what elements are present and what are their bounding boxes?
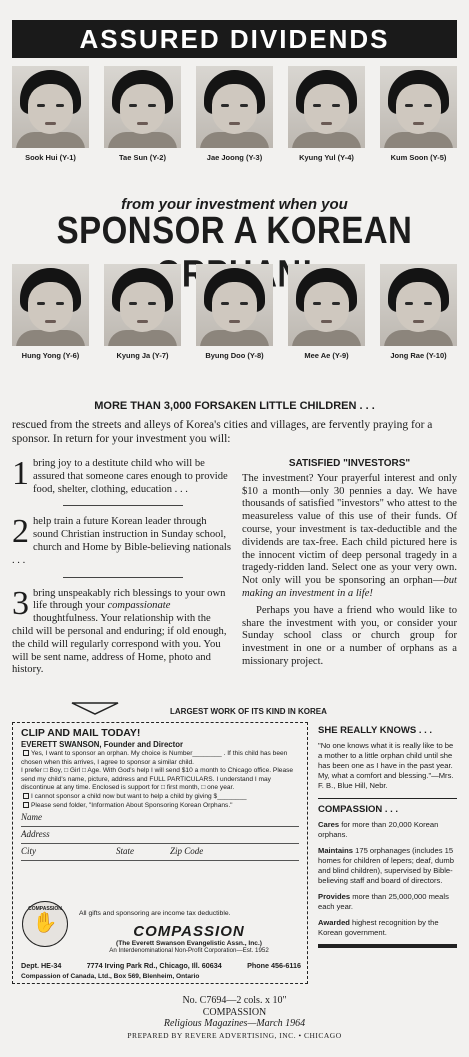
- child-card: [196, 264, 273, 360]
- brand-block: [75, 923, 303, 954]
- benefit-emphasis: compassionate: [107, 600, 171, 612]
- child-caption: Kum Soon (Y-5): [390, 153, 447, 162]
- child-card: [12, 66, 89, 162]
- child-photo: [12, 66, 89, 148]
- benefit-text: bring joy to a destitute child who will be assured that someone cares enough to provide food, shelter, clothing, education . . .: [33, 458, 228, 495]
- child-photo: [288, 264, 365, 346]
- ad-number: No. C7694—2 cols. x 10": [182, 995, 287, 1006]
- investors-emphasis: but making an investment in a life!: [242, 575, 457, 599]
- investors-heading: SATISFIED "INVESTORS": [288, 458, 411, 469]
- divider: [63, 577, 183, 578]
- child-caption: Kyung Yul (Y-4): [299, 153, 354, 162]
- benefit-number: 3: [12, 584, 29, 622]
- intro-text: rescued from the streets and alleys of Korea's cities and villages, are fervently praying for a sponsor. In return for your investment you will:: [12, 419, 433, 445]
- option-sponsor[interactable]: [21, 750, 299, 767]
- name-field[interactable]: Name: [21, 813, 299, 827]
- benefit-number: 2: [12, 513, 29, 551]
- child-caption: Tae Sun (Y-2): [119, 153, 166, 162]
- fact-text: for more than 20,000 Korean orphans.: [318, 820, 439, 839]
- benefit-text: thoughtfulness. Your relationship with the child will be personal and enduring; if old enough, the child will regularly correspond with you. You will be sent name, address of Home, photo and history.: [12, 613, 227, 676]
- child-card: [196, 66, 273, 162]
- benefit-text: bring unspeakably rich blessings to your own life through your: [33, 587, 226, 612]
- option-text: Please send folder, "Information About Sponsoring Korean Orphans.": [31, 801, 233, 809]
- benefits-column: [12, 455, 234, 677]
- dept-code: Dept. HE-34: [21, 961, 62, 970]
- fact-text: highest recognition by the Korean government.: [318, 918, 439, 937]
- investors-text: The investment? Your prayerful interest and only $10 a month—only 30 pennies a day. We have thousands of satisfied "investors" who attest to the measureless value of this use of their funds. Of course, your investment is tax-deductible and the dividends are tax-free. Each child pictured here is the innocent victim of deep personal tragedy in a tragedy-ridden land. Select one as your very own. Not only will you be sponsoring an orphan—: [242, 472, 457, 587]
- investors-paragraph: [242, 473, 457, 601]
- child-caption: Jae Joong (Y-3): [206, 153, 263, 162]
- option-folder[interactable]: [21, 802, 299, 811]
- fact-key: Maintains: [318, 846, 354, 855]
- fact-text: 175 orphanages (includes 15 homes for children of lepers; deaf, dumb and blind children), supervised by Bible-believing staff and board of directors.: [318, 846, 454, 885]
- divider: [318, 798, 457, 799]
- child-photo: [12, 264, 89, 346]
- state-label: State: [116, 846, 134, 857]
- option-text: I cannot sponsor a child now but want to help a child by giving $________: [31, 792, 247, 800]
- address-field[interactable]: Address: [21, 830, 299, 844]
- child-caption: Mee Ae (Y-9): [304, 351, 349, 360]
- divider: [318, 944, 457, 948]
- child-card: [104, 66, 181, 162]
- sidebar: [318, 726, 457, 948]
- child-photo: [288, 66, 365, 148]
- child-photo: [104, 264, 181, 346]
- child-photo: [380, 264, 457, 346]
- child-caption: Kyung Ja (Y-7): [116, 351, 169, 360]
- founder-line: EVERETT SWANSON, Founder and Director: [21, 740, 184, 749]
- mail-coupon[interactable]: [12, 722, 308, 984]
- divider: [63, 505, 183, 506]
- investors-paragraph-2: Perhaps you have a friend who would like to share the investment with you, or consider your Sunday school class or church group for investment in one or a number of orphans as a missionary project.: [242, 604, 457, 667]
- zip-label: Zip Code: [170, 846, 204, 857]
- photo-row-bottom: [12, 264, 457, 360]
- benefit-item: [12, 455, 234, 496]
- compassion-logo: [22, 901, 68, 947]
- fact-maintains: [318, 846, 457, 886]
- brand-name: COMPASSION: [133, 923, 245, 940]
- city-state-zip-field[interactable]: [21, 847, 299, 861]
- child-photo: [196, 264, 273, 346]
- child-card: [380, 264, 457, 360]
- benefit-text: help train a future Korean leader through sound Christian instruction in Sunday school, church and Home by Bible-believing nationals . . .: [12, 516, 231, 566]
- city-label: City: [21, 846, 36, 857]
- compassion-heading: COMPASSION . . .: [318, 804, 399, 815]
- logo-text: COMPASSION: [28, 906, 62, 912]
- coupon-title: CLIP AND MAIL TODAY!: [21, 727, 141, 739]
- option-give[interactable]: [21, 793, 299, 802]
- fact-key: Cares: [318, 820, 340, 829]
- option-prefer[interactable]: [21, 767, 299, 793]
- headline: SPONSOR A KOREAN: [56, 208, 413, 251]
- child-card: [288, 264, 365, 360]
- fact-cares: [318, 820, 457, 840]
- agency: PREPARED BY REVERE ADVERTISING, INC. • CHICAGO: [127, 1030, 342, 1040]
- tagline: from your investment when you: [121, 196, 348, 213]
- canada-address: Compassion of Canada, Ltd., Box 569, Blenheim, Ontario: [21, 973, 200, 980]
- photo-row-top: [12, 66, 457, 162]
- option-text: I prefer □ Boy, □ Girl □ Age. With God's help I will send $10 a month to Chicago office. Please send my child's name, picture, address and FULL PARTICULARS. I understand I may discontinue at any time. Enclosed is support for □ first month, □ one year.: [21, 767, 294, 792]
- child-caption: Byung Doo (Y-8): [205, 351, 264, 360]
- benefit-number: 1: [12, 455, 29, 492]
- child-caption: Jong Rae (Y-10): [390, 351, 447, 360]
- child-photo: [380, 66, 457, 148]
- fact-key: Awarded: [318, 918, 350, 927]
- arrow-icon: [70, 700, 120, 716]
- benefit-item: [12, 584, 234, 678]
- child-caption: Hung Yong (Y-6): [21, 351, 80, 360]
- largest-work-label: LARGEST WORK OF ITS KIND IN KOREA: [170, 707, 327, 716]
- advertiser: COMPASSION: [202, 1006, 267, 1018]
- child-photo: [196, 66, 273, 148]
- footer: [0, 995, 469, 1041]
- praying-hands-icon: ✋: [32, 912, 58, 934]
- child-card: [104, 264, 181, 360]
- brand-incorporation: An Interdenominational Non-Profit Corporation—Est. 1952: [109, 947, 269, 954]
- child-card: [288, 66, 365, 162]
- child-photo: [104, 66, 181, 148]
- mail-address: 7774 Irving Park Rd., Chicago, Ill. 60634: [86, 961, 222, 970]
- subheading: MORE THAN 3,000 FORSAKEN LITTLE CHILDREN . . .: [94, 400, 375, 412]
- fact-provides: [318, 892, 457, 912]
- child-card: [380, 66, 457, 162]
- testimonial-heading: SHE REALLY KNOWS . . .: [318, 725, 433, 736]
- tax-note: All gifts and sponsoring are income tax deductible.: [79, 910, 231, 917]
- investors-column: [242, 458, 457, 669]
- dept-line: [21, 961, 301, 970]
- checkbox[interactable]: [23, 802, 29, 808]
- fact-key: Provides: [318, 892, 351, 901]
- child-caption: Sook Hui (Y-1): [25, 153, 76, 162]
- checkbox[interactable]: [23, 750, 29, 756]
- phone: Phone 456-6116: [247, 961, 301, 970]
- option-text: Yes, I want to sponsor an orphan. My choice is Number________ . If this child has been chosen when this arrives, I agree to sponsor a similar child.: [21, 750, 288, 766]
- brand-subtitle: (The Everett Swanson Evangelistic Assn., Inc.): [116, 940, 262, 947]
- child-card: [12, 264, 89, 360]
- benefit-item: [12, 513, 234, 567]
- fact-awarded: [318, 918, 457, 938]
- publication: Religious Magazines—March 1964: [163, 1018, 306, 1029]
- banner-title: ASSURED DIVIDENDS: [12, 20, 457, 58]
- testimonial-quote: "No one knows what it is really like to be a mother to a little orphan child until she has been one as I have in the past year. My, what a comfort and blessing."—Mrs. F. B., Blue Hill, Nebr.: [318, 741, 454, 790]
- fact-text: more than 25,000,000 meals each year.: [318, 892, 449, 911]
- checkbox[interactable]: [23, 793, 29, 799]
